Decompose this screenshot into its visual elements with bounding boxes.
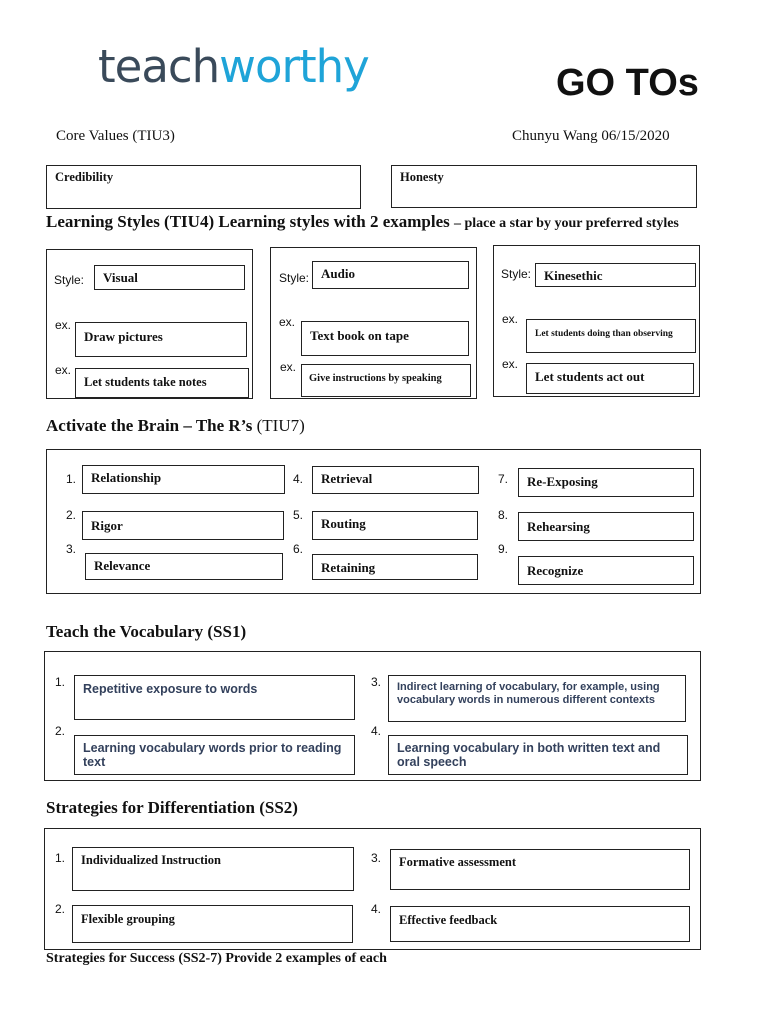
item-number: 6. bbox=[293, 542, 304, 556]
page-title: GO TOs bbox=[556, 62, 699, 104]
kinesthetic-example-1[interactable]: Let students doing than observing bbox=[526, 319, 696, 353]
visual-example-1[interactable]: Draw pictures bbox=[75, 322, 247, 357]
style-label: Style: bbox=[501, 267, 532, 281]
r-retrieval[interactable]: Retrieval bbox=[312, 466, 479, 494]
item-number: 9. bbox=[498, 542, 509, 556]
item-number: 1. bbox=[55, 851, 66, 865]
learning-styles-heading: Learning Styles (TIU4) Learning styles with 2 examples – place a star by your preferred styles bbox=[46, 212, 679, 231]
vocab-item-3[interactable]: Indirect learning of vocabulary, for example, using vocabulary words in numerous different contexts bbox=[388, 675, 686, 722]
item-number: 1. bbox=[66, 472, 77, 486]
audio-example-1[interactable]: Text book on tape bbox=[301, 321, 469, 356]
visual-example-2[interactable]: Let students take notes bbox=[75, 368, 249, 398]
item-number: 4. bbox=[293, 472, 304, 486]
item-number: 3. bbox=[371, 675, 382, 689]
style-label: Style: bbox=[54, 273, 85, 287]
diff-item-1[interactable]: Individualized Instruction bbox=[72, 847, 354, 891]
item-number: 2. bbox=[55, 902, 66, 916]
item-number: 4. bbox=[371, 902, 382, 916]
ex-label: ex. bbox=[279, 315, 296, 329]
r-recognize[interactable]: Recognize bbox=[518, 556, 694, 585]
vocab-item-2[interactable]: Learning vocabulary words prior to reading text bbox=[74, 735, 355, 775]
r-rigor[interactable]: Rigor bbox=[82, 511, 284, 540]
ex-label: ex. bbox=[280, 360, 297, 374]
style-visual[interactable]: Visual bbox=[94, 265, 245, 290]
ex-label: ex. bbox=[502, 357, 519, 371]
activate-brain-heading: Activate the Brain – The R’s (TIU7) bbox=[46, 416, 305, 435]
ex-label: ex. bbox=[55, 363, 72, 377]
kinesthetic-example-2[interactable]: Let students act out bbox=[526, 363, 694, 394]
r-routing[interactable]: Routing bbox=[312, 511, 478, 540]
differentiation-heading: Strategies for Differentiation (SS2) bbox=[46, 798, 298, 817]
item-number: 1. bbox=[55, 675, 66, 689]
teachworthy-logo: teachworthy bbox=[98, 40, 369, 93]
core-values-label: Core Values (TIU3) bbox=[56, 128, 175, 144]
r-retaining[interactable]: Retaining bbox=[312, 554, 478, 580]
item-number: 5. bbox=[293, 508, 304, 522]
ex-label: ex. bbox=[502, 312, 519, 326]
author-date: Chunyu Wang 06/15/2020 bbox=[512, 128, 670, 144]
r-rehearsing[interactable]: Rehearsing bbox=[518, 512, 694, 541]
core-value-credibility[interactable]: Credibility bbox=[46, 165, 361, 209]
diff-item-4[interactable]: Effective feedback bbox=[390, 906, 690, 942]
r-relationship[interactable]: Relationship bbox=[82, 465, 285, 494]
style-kinesthetic[interactable]: Kinesethic bbox=[535, 263, 696, 287]
core-value-honesty[interactable]: Honesty bbox=[391, 165, 697, 208]
item-number: 3. bbox=[66, 542, 77, 556]
item-number: 2. bbox=[55, 724, 66, 738]
item-number: 4. bbox=[371, 724, 382, 738]
item-number: 7. bbox=[498, 472, 509, 486]
vocab-heading: Teach the Vocabulary (SS1) bbox=[46, 622, 247, 641]
r-re-exposing[interactable]: Re-Exposing bbox=[518, 468, 694, 497]
item-number: 3. bbox=[371, 851, 382, 865]
vocab-item-1[interactable]: Repetitive exposure to words bbox=[74, 675, 355, 720]
diff-item-3[interactable]: Formative assessment bbox=[390, 849, 690, 890]
diff-item-2[interactable]: Flexible grouping bbox=[72, 905, 353, 943]
item-number: 8. bbox=[498, 508, 509, 522]
r-relevance[interactable]: Relevance bbox=[85, 553, 283, 580]
style-label: Style: bbox=[279, 271, 310, 285]
ex-label: ex. bbox=[55, 318, 72, 332]
vocab-item-4[interactable]: Learning vocabulary in both written text and oral speech bbox=[388, 735, 688, 775]
item-number: 2. bbox=[66, 508, 77, 522]
audio-example-2[interactable]: Give instructions by speaking bbox=[301, 364, 471, 397]
style-audio[interactable]: Audio bbox=[312, 261, 469, 289]
success-heading: Strategies for Success (SS2-7) Provide 2 examples of each bbox=[46, 951, 387, 966]
